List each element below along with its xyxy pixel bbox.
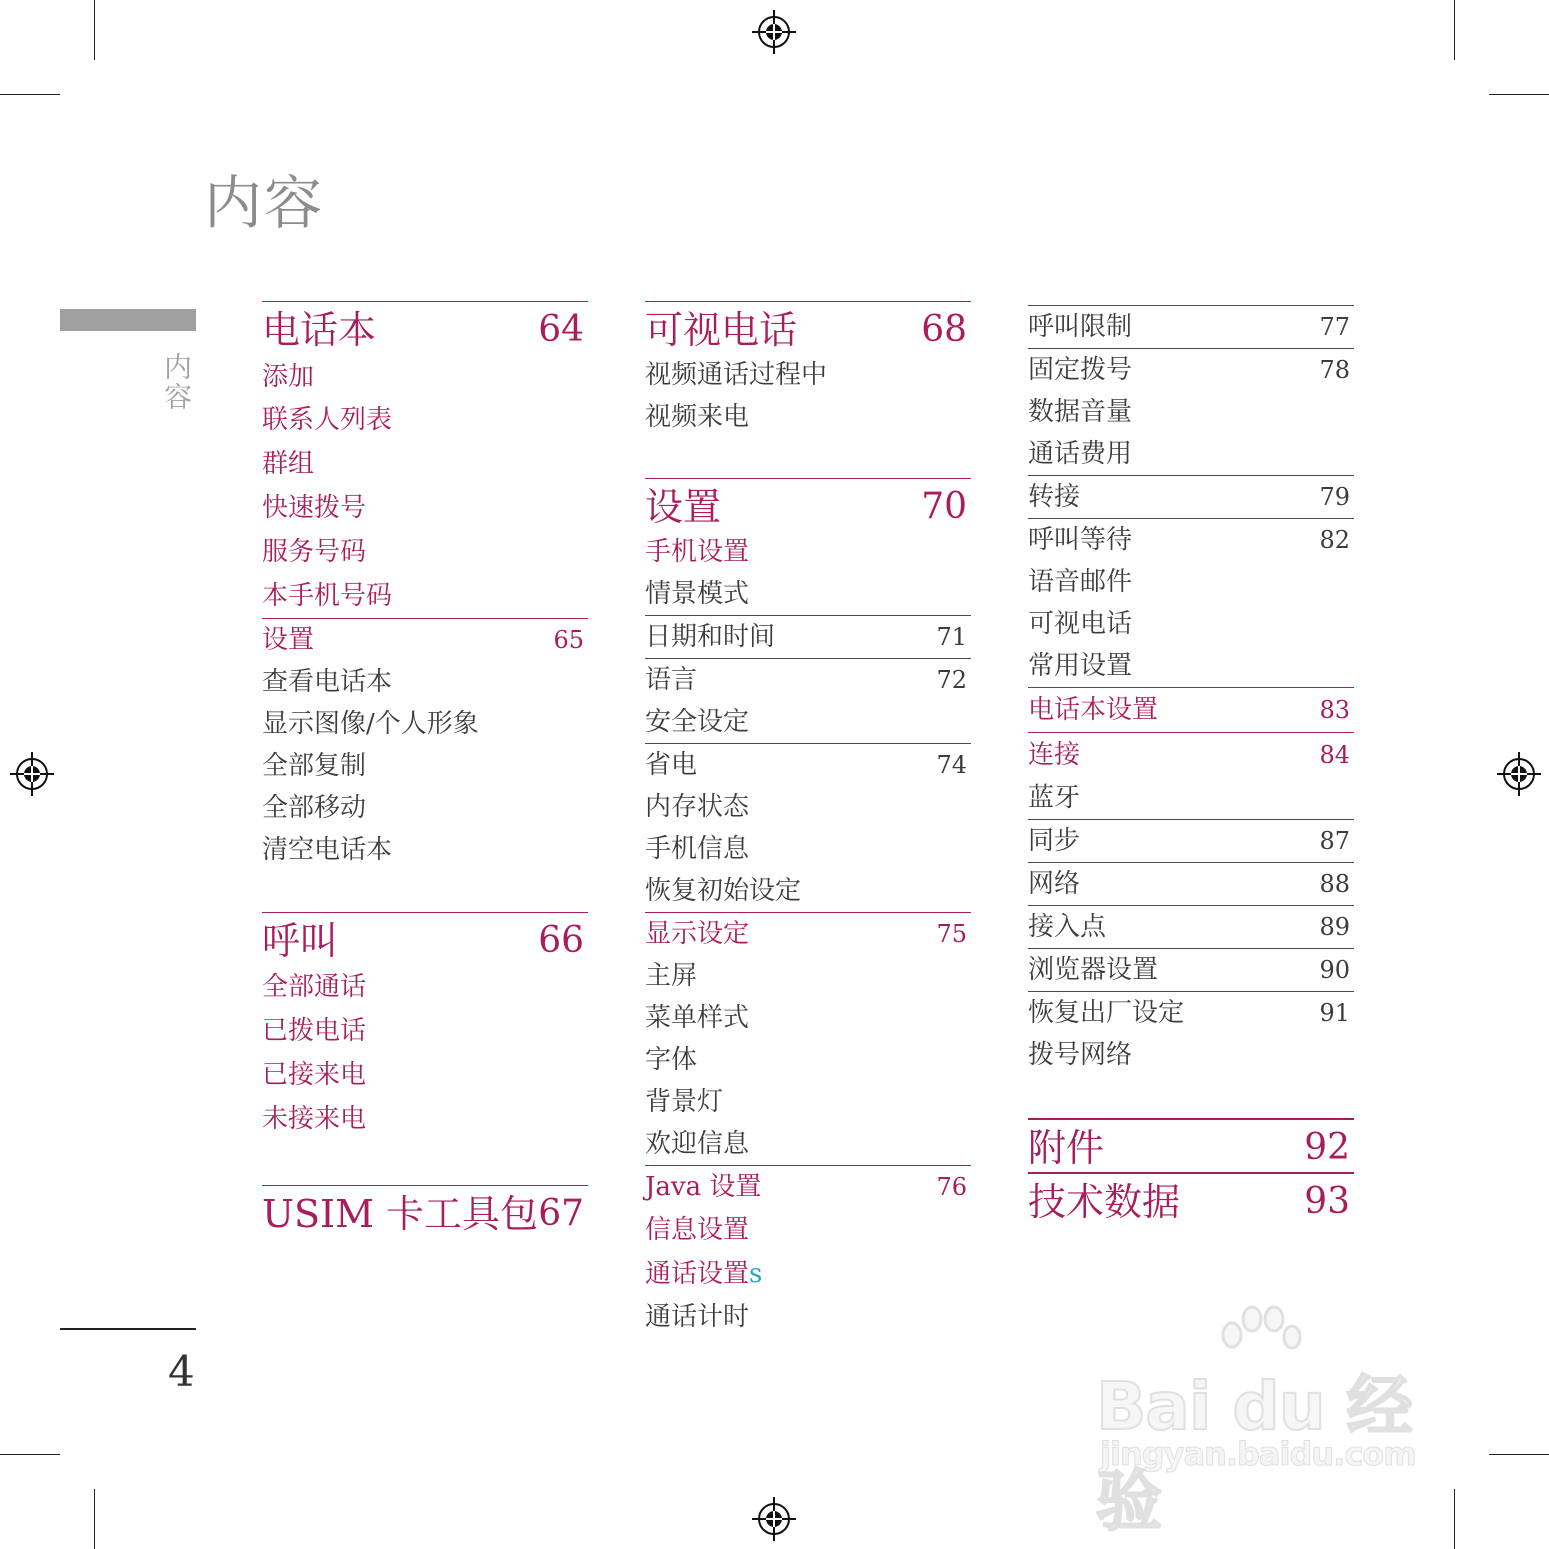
toc-section-settings[interactable] bbox=[645, 478, 971, 531]
toc-entry[interactable] bbox=[262, 486, 588, 530]
toc-entry-label: 恢复初始设定 bbox=[645, 876, 802, 906]
toc-page-number: 91 bbox=[1319, 999, 1350, 1027]
registration-mark-icon bbox=[750, 1495, 798, 1543]
registration-mark-icon bbox=[8, 750, 56, 798]
page-number: 4 bbox=[168, 1347, 195, 1396]
toc-entry[interactable] bbox=[645, 743, 971, 786]
toc-entry-label: 浏览器设置 bbox=[1028, 955, 1159, 985]
toc-entry-label: 字体 bbox=[645, 1045, 698, 1075]
toc-entry[interactable] bbox=[262, 618, 588, 661]
toc-page-number: 67 bbox=[538, 1193, 584, 1234]
toc-page-number: 93 bbox=[1304, 1181, 1350, 1222]
toc-entry-label: 技术数据 bbox=[1028, 1180, 1181, 1224]
toc-entry-label: 已接来电 bbox=[262, 1060, 367, 1090]
toc-entry[interactable] bbox=[645, 531, 971, 573]
toc-page-number: 82 bbox=[1319, 526, 1350, 554]
toc-column-2 bbox=[645, 301, 971, 1338]
toc-entry-label: 语音邮件 bbox=[1028, 567, 1133, 597]
toc-entry[interactable] bbox=[1028, 732, 1354, 777]
toc-entry-label: 设置 bbox=[645, 485, 722, 529]
toc-entry-label: 手机设置 bbox=[645, 537, 750, 567]
toc-section-calls[interactable] bbox=[262, 912, 588, 965]
toc-entry[interactable] bbox=[1028, 518, 1354, 561]
toc-page-number: 79 bbox=[1319, 483, 1350, 511]
side-tab-bar bbox=[60, 309, 196, 331]
toc-entry-label: 欢迎信息 bbox=[645, 1129, 750, 1159]
toc-column-1 bbox=[262, 301, 588, 1238]
toc-entry[interactable] bbox=[645, 615, 971, 658]
toc-page-number: 66 bbox=[538, 920, 584, 961]
footer-rule bbox=[60, 1328, 196, 1330]
toc-page-number: 72 bbox=[936, 666, 967, 694]
toc-entry-label: 添加 bbox=[262, 362, 315, 392]
toc-entry-label: 转接 bbox=[1028, 482, 1081, 512]
toc-entry[interactable] bbox=[262, 661, 588, 703]
toc-page-number: 92 bbox=[1304, 1127, 1350, 1168]
toc-entry[interactable] bbox=[1028, 645, 1354, 687]
toc-page-number: 87 bbox=[1319, 827, 1350, 855]
toc-entry[interactable] bbox=[1028, 991, 1354, 1034]
toc-entry[interactable] bbox=[262, 965, 588, 1009]
toc-entry-label: 同步 bbox=[1028, 826, 1081, 856]
toc-entry[interactable] bbox=[262, 356, 588, 398]
toc-entry-suffix: s bbox=[749, 1259, 763, 1289]
crop-mark bbox=[1454, 0, 1455, 60]
toc-section-phonebook[interactable] bbox=[262, 301, 588, 354]
toc-entry-label: 内存状态 bbox=[645, 792, 750, 822]
toc-entry[interactable] bbox=[645, 828, 971, 870]
toc-entry[interactable] bbox=[645, 955, 971, 997]
toc-entry-label: 呼叫 bbox=[262, 919, 339, 963]
toc-entry-label: 未接来电 bbox=[262, 1104, 367, 1134]
toc-entry[interactable] bbox=[262, 398, 588, 442]
toc-entry[interactable] bbox=[1028, 603, 1354, 645]
crop-mark bbox=[1489, 1454, 1549, 1455]
toc-entry[interactable] bbox=[645, 1081, 971, 1123]
toc-entry[interactable] bbox=[1028, 687, 1354, 732]
toc-entry[interactable] bbox=[262, 530, 588, 574]
toc-entry-label: 通话费用 bbox=[1028, 439, 1133, 469]
toc-entry[interactable] bbox=[1028, 391, 1354, 433]
toc-entry[interactable] bbox=[262, 1097, 588, 1141]
toc-entry-label: 日期和时间 bbox=[645, 622, 776, 652]
toc-entry[interactable] bbox=[645, 1039, 971, 1081]
toc-entry-label: 电话本设置 bbox=[1028, 695, 1159, 725]
toc-entry[interactable] bbox=[262, 574, 588, 618]
toc-entry-label: 附件 bbox=[1028, 1126, 1105, 1170]
toc-entry-label: 语言 bbox=[645, 665, 698, 695]
toc-entry-label: 全部复制 bbox=[262, 751, 367, 781]
toc-entry[interactable] bbox=[1028, 1034, 1354, 1076]
toc-entry-label: 全部通话 bbox=[262, 972, 367, 1002]
toc-entry[interactable] bbox=[262, 787, 588, 829]
toc-section-accessories[interactable] bbox=[1028, 1118, 1354, 1172]
toc-entry-label: 信息设置 bbox=[645, 1215, 750, 1245]
toc-entry-label: 连接 bbox=[1028, 740, 1081, 770]
toc-entry-label: 视频来电 bbox=[645, 402, 750, 432]
toc-entry-label: 清空电话本 bbox=[262, 835, 393, 865]
toc-page-number: 89 bbox=[1319, 913, 1350, 941]
watermark-brand: Bai du 经验 bbox=[1096, 1368, 1412, 1540]
toc-entry-label: 全部移动 bbox=[262, 793, 367, 823]
crop-mark bbox=[1489, 94, 1549, 95]
toc-entry-label: 服务号码 bbox=[262, 537, 367, 567]
toc-entry[interactable] bbox=[262, 1053, 588, 1097]
toc-entry-label: 菜单样式 bbox=[645, 1003, 750, 1033]
toc-page-number: 65 bbox=[553, 626, 584, 654]
toc-entry[interactable] bbox=[1028, 777, 1354, 819]
toc-entry[interactable] bbox=[1028, 561, 1354, 603]
toc-entry-label: 视频通话过程中 bbox=[645, 360, 828, 390]
toc-entry-label: 主屏 bbox=[645, 961, 698, 991]
toc-entry-label: 群组 bbox=[262, 449, 315, 479]
baidu-watermark bbox=[1094, 1305, 1466, 1540]
toc-entry[interactable] bbox=[645, 997, 971, 1039]
toc-entry-label: 电话本 bbox=[262, 308, 377, 352]
toc-page-number: 90 bbox=[1319, 956, 1350, 984]
toc-entry[interactable] bbox=[645, 1165, 971, 1208]
toc-entry[interactable] bbox=[1028, 948, 1354, 991]
toc-section-usim[interactable] bbox=[262, 1185, 588, 1238]
page-title: 内容 bbox=[204, 169, 325, 237]
toc-entry[interactable] bbox=[645, 1208, 971, 1252]
toc-entry[interactable] bbox=[262, 745, 588, 787]
registration-mark-icon bbox=[750, 8, 798, 56]
toc-entry[interactable] bbox=[645, 786, 971, 828]
toc-section-technical-data[interactable] bbox=[1028, 1172, 1354, 1226]
toc-page-number: 88 bbox=[1319, 870, 1350, 898]
toc-entry-label: 安全设定 bbox=[645, 707, 750, 737]
toc-column-3 bbox=[1028, 305, 1354, 1226]
side-tab-label: 内容 bbox=[160, 352, 193, 412]
toc-entry[interactable] bbox=[645, 701, 971, 743]
toc-entry[interactable] bbox=[645, 1123, 971, 1165]
toc-entry[interactable] bbox=[645, 1252, 971, 1296]
toc-page-number: 75 bbox=[936, 920, 967, 948]
toc-entry-label: 查看电话本 bbox=[262, 667, 393, 697]
crop-mark bbox=[0, 94, 60, 95]
toc-page-number: 76 bbox=[936, 1173, 967, 1201]
toc-entry-label: 通话计时 bbox=[645, 1302, 750, 1332]
toc-entry-label: 接入点 bbox=[1028, 912, 1107, 942]
toc-entry-label: 蓝牙 bbox=[1028, 783, 1081, 813]
toc-page-number: 64 bbox=[538, 309, 584, 350]
toc-entry-label: 设置 bbox=[262, 625, 315, 655]
toc-entry-label: 常用设置 bbox=[1028, 651, 1133, 681]
toc-page-number: 84 bbox=[1319, 741, 1350, 769]
registration-mark-icon bbox=[1495, 750, 1543, 798]
toc-entry-label: 恢复出厂设定 bbox=[1028, 998, 1185, 1028]
toc-entry-label: 呼叫限制 bbox=[1028, 312, 1133, 342]
toc-entry[interactable] bbox=[645, 1296, 971, 1338]
toc-entry[interactable] bbox=[1028, 862, 1354, 905]
toc-entry[interactable] bbox=[262, 1009, 588, 1053]
toc-entry-label: 网络 bbox=[1028, 869, 1081, 899]
toc-entry[interactable] bbox=[262, 829, 588, 871]
toc-entry-label: 本手机号码 bbox=[262, 581, 393, 611]
watermark-url: jingyan.baidu.com bbox=[1100, 1435, 1416, 1473]
toc-page-number: 78 bbox=[1319, 356, 1350, 384]
toc-entry[interactable] bbox=[262, 442, 588, 486]
toc-page-number: 83 bbox=[1319, 696, 1350, 724]
toc-entry-label: 手机信息 bbox=[645, 834, 750, 864]
toc-entry[interactable] bbox=[1028, 305, 1354, 348]
toc-entry-label: 呼叫等待 bbox=[1028, 525, 1133, 555]
toc-page-number: 77 bbox=[1319, 313, 1350, 341]
toc-entry-label: 固定拨号 bbox=[1028, 355, 1133, 385]
toc-entry[interactable] bbox=[645, 912, 971, 955]
toc-entry-label: 显示图像/个人形象 bbox=[262, 709, 479, 739]
toc-entry-label: 数据音量 bbox=[1028, 397, 1133, 427]
toc-entry[interactable] bbox=[645, 870, 971, 912]
toc-entry-label: Java 设置 bbox=[645, 1172, 762, 1202]
crop-mark bbox=[94, 1489, 95, 1549]
toc-entry[interactable] bbox=[645, 658, 971, 701]
toc-page-number: 70 bbox=[921, 486, 967, 527]
toc-entry-label: 可视电话 bbox=[1028, 609, 1133, 639]
toc-entry-label: 拨号网络 bbox=[1028, 1040, 1133, 1070]
toc-entry-label: USIM 卡工具包 bbox=[262, 1192, 539, 1236]
toc-entry[interactable] bbox=[645, 354, 971, 396]
toc-section-video-call[interactable] bbox=[645, 301, 971, 354]
toc-entry[interactable] bbox=[1028, 433, 1354, 475]
toc-entry-label: 情景模式 bbox=[645, 579, 750, 609]
crop-mark bbox=[94, 0, 95, 60]
toc-entry[interactable] bbox=[262, 703, 588, 745]
toc-page-number: 74 bbox=[936, 751, 967, 779]
toc-entry-label: 省电 bbox=[645, 750, 698, 780]
toc-entry-label: 背景灯 bbox=[645, 1087, 724, 1117]
toc-entry-label: 可视电话 bbox=[645, 308, 798, 352]
toc-entry[interactable] bbox=[1028, 475, 1354, 518]
toc-entry[interactable] bbox=[645, 396, 971, 438]
toc-entry-label: 联系人列表 bbox=[262, 405, 393, 435]
toc-page-number: 68 bbox=[921, 309, 967, 350]
toc-page-number: 71 bbox=[936, 623, 967, 651]
toc-entry[interactable] bbox=[1028, 348, 1354, 391]
toc-entry-label: 显示设定 bbox=[645, 919, 750, 949]
toc-entry-label: 通话设置 bbox=[645, 1259, 750, 1289]
toc-entry-label: 已拨电话 bbox=[262, 1016, 367, 1046]
toc-entry-label: 快速拨号 bbox=[262, 493, 367, 523]
crop-mark bbox=[0, 1454, 60, 1455]
toc-entry[interactable] bbox=[1028, 905, 1354, 948]
toc-entry[interactable] bbox=[645, 573, 971, 615]
toc-entry[interactable] bbox=[1028, 819, 1354, 862]
